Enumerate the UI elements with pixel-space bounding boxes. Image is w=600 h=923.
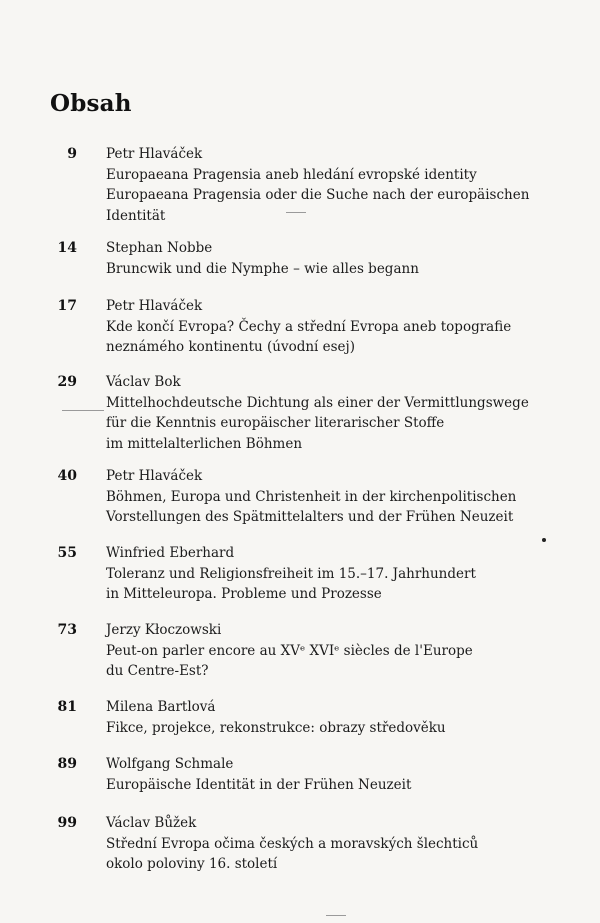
title-line: du Centre-Est? [106, 663, 209, 679]
page-number: 29 [57, 374, 77, 390]
scan-dot [542, 538, 546, 542]
author-name: Wolfgang Schmale [106, 756, 234, 772]
page-number: 89 [57, 756, 77, 772]
title-line: Europaeana Pragensia oder die Suche nach der europäischen [106, 187, 530, 203]
title-line: Identität [106, 207, 166, 224]
author-name: Václav Bůžek [106, 815, 197, 831]
title-line: für die Kenntnis europäischer literarischer Stoffe [106, 415, 445, 431]
title-line: Europaeana Pragensia aneb hledání evropské identity [106, 166, 477, 183]
title-line: Mittelhochdeutsche Dichtung als einer der Vermittlungswege [106, 394, 529, 411]
entry-text [106, 296, 576, 358]
page-title: Obsah [50, 90, 132, 117]
author-name: Petr Hlaváček [106, 468, 203, 484]
entry-text [106, 466, 576, 528]
page-number: 55 [57, 545, 77, 561]
title-line: Střední Evropa očima českých a moravských šlechticů [106, 835, 479, 852]
entry-text [106, 372, 576, 454]
page-number: 14 [57, 240, 77, 256]
page-number: 81 [57, 699, 77, 715]
page-number: 73 [57, 622, 77, 638]
title-line: in Mitteleuropa. Probleme und Prozesse [106, 586, 382, 602]
entry-text [106, 543, 576, 605]
title-line: okolo poloviny 16. století [106, 856, 278, 872]
page-number: 9 [67, 146, 77, 162]
page-number: 17 [57, 298, 77, 314]
entry-text [106, 620, 576, 682]
title-line: Bruncwik und die Nymphe – wie alles begann [106, 260, 419, 277]
author-name: Petr Hlaváček [106, 146, 203, 162]
title-line: im mittelalterlichen Böhmen [106, 435, 303, 452]
entry-text [106, 144, 576, 226]
author-name: Jerzy Kłoczowski [106, 622, 222, 638]
entry-text [106, 754, 576, 795]
title-line: Fikce, projekce, rekonstrukce: obrazy středověku [106, 719, 446, 736]
scan-mark [62, 410, 104, 411]
title-line: Toleranz und Religionsfreiheit im 15.–17. Jahrhundert [106, 565, 476, 582]
title-line: Europäische Identität in der Frühen Neuzeit [106, 776, 412, 793]
title-line: Kde končí Evropa? Čechy a střední Evropa aneb topografie [106, 318, 512, 335]
entry-text [106, 238, 576, 279]
author-name: Václav Bok [106, 374, 181, 390]
entry-text [106, 697, 576, 738]
title-line: Böhmen, Europa und Christenheit in der kirchenpolitischen [106, 488, 517, 505]
entry-text [106, 813, 576, 875]
author-name: Petr Hlaváček [106, 298, 203, 314]
author-name: Winfried Eberhard [106, 545, 235, 561]
scan-mark [286, 212, 306, 213]
author-name: Stephan Nobbe [106, 240, 213, 256]
title-line: neznámého kontinentu (úvodní esej) [106, 339, 355, 355]
author-name: Milena Bartlová [106, 699, 216, 715]
page-number: 40 [57, 468, 77, 484]
title-line: Peut-on parler encore au XVᵉ XVIᵉ siècles de l'Europe [106, 642, 473, 659]
scan-mark [326, 915, 346, 916]
title-line: Vorstellungen des Spätmittelalters und der Frühen Neuzeit [106, 509, 514, 525]
page-number: 99 [57, 815, 77, 831]
